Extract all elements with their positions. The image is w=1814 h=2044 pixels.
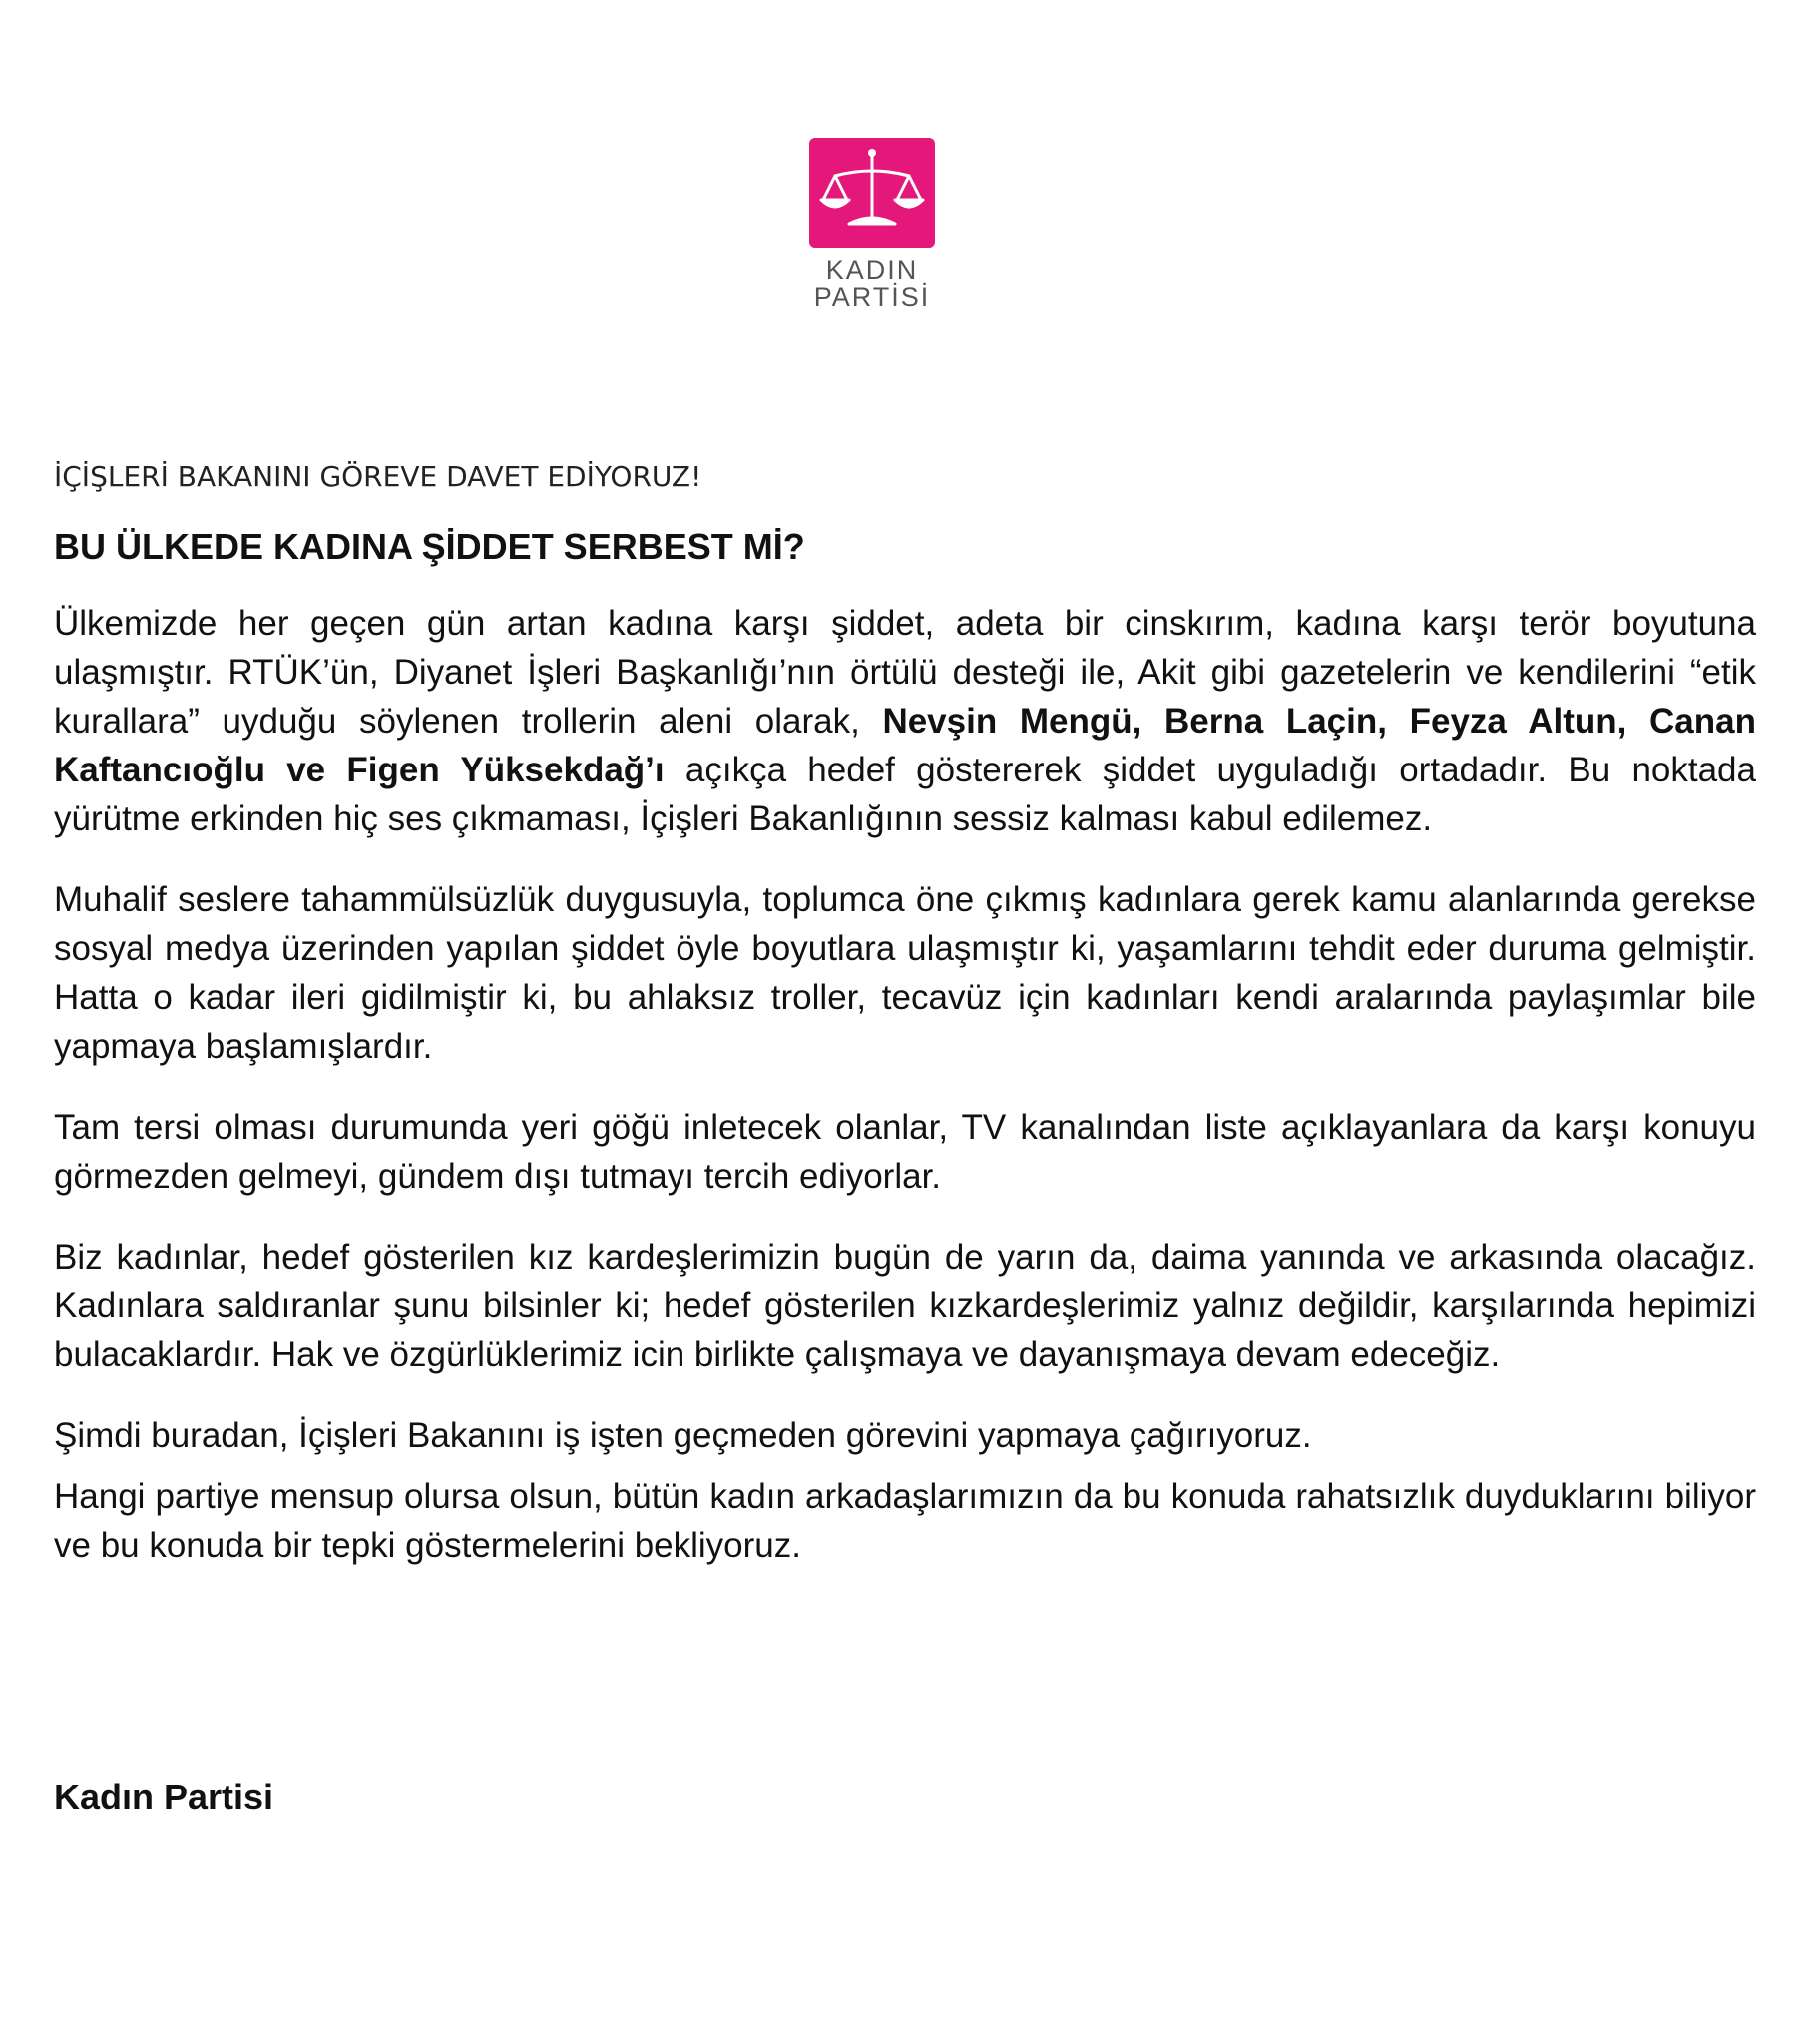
scales-of-justice-icon — [809, 138, 935, 248]
paragraph-2: Muhalif seslere tahammülsüzlük duygusuyla, toplumca öne çıkmış kadınlara gerek kamu alanlarında gerekse sosyal medya üzerinden yapılan şiddet öyle boyutlara ulaşmıştır ki, yaşamlarını tehdit eder duruma gelmiştir. Hatta o kadar ileri gidilmiştir ki, bu ahlaksız troller, tecavüz için kadınları kendi aralarında paylaşımlar bile yapmaya başlamışlardır. — [54, 880, 1756, 1066]
logo-name-line2: PARTİSİ — [813, 282, 931, 312]
paragraph-1-text-a: Ülkemizde her geçen gün artan kadına karşı şiddet, adeta bir cinskırım, kadına karşı terör boyutuna ulaşmıştır. RTÜK’ün, Diyanet İşleri Başkanlığı’nın örtülü desteği ile, Akit gibi gazetelerin ve kendilerini “etik kurallara” uyduğu söylenen trollerin aleni olarak, — [54, 604, 1756, 741]
letter-body — [54, 457, 1756, 1602]
paragraph-6: Hangi partiye mensup olursa olsun, bütün kadın arkadaşlarımızın da bu konuda rahatsızlık duyduklarını biliyor ve bu konuda bir tepki göstermelerini bekliyoruz. — [54, 1477, 1756, 1565]
paragraph-1 — [54, 599, 1756, 843]
document-subtitle: İÇİŞLERİ BAKANINI GÖREVE DAVET EDİYORUZ! — [54, 460, 702, 493]
logo-wordmark — [809, 257, 935, 311]
paragraph-3: Tam tersi olması durumunda yeri göğü inletecek olanlar, TV kanalından liste açıklayanlara da karşı konuyu görmezden gelmeyi, gündem dışı tutmayı tercih ediyorlar. — [54, 1108, 1756, 1196]
party-logo — [809, 138, 935, 311]
paragraph-1-names: Nevşin Mengü, Berna Laçin, Feyza Altun, Canan Kaftancıoğlu ve Figen Yüksekdağ’ı — [54, 702, 1756, 789]
paragraph-1-text-b: açıkça hedef göstererek şiddet uyguladığı ortadadır. Bu noktada yürütme erkinden hiç ses çıkmaması, İçişleri Bakanlığının sessiz kalması kabul edilemez. — [54, 751, 1756, 838]
paragraph-4: Biz kadınlar, hedef gösterilen kız kardeşlerimizin bugün de yarın da, daima yanında ve arkasında olacağız. Kadınlara saldıranlar şunu bilsinler ki; hedef gösterilen kızkardeşlerimiz yalnız değildir, karşılarında hepimizi bulacaklardır. Hak ve özgürlüklerimiz icin birlikte çalışmaya ve dayanışmaya devam edeceğiz. — [54, 1238, 1756, 1374]
signature: Kadın Partisi — [54, 1777, 274, 1817]
paragraph-5: Şimdi buradan, İçişleri Bakanını iş işten geçmeden görevini yapmaya çağırıyoruz. — [54, 1416, 1312, 1455]
logo-name-line1: KADIN — [825, 256, 919, 285]
document-headline: BU ÜLKEDE KADINA ŞİDDET SERBEST Mİ? — [54, 526, 805, 567]
logo-emblem — [809, 138, 935, 248]
